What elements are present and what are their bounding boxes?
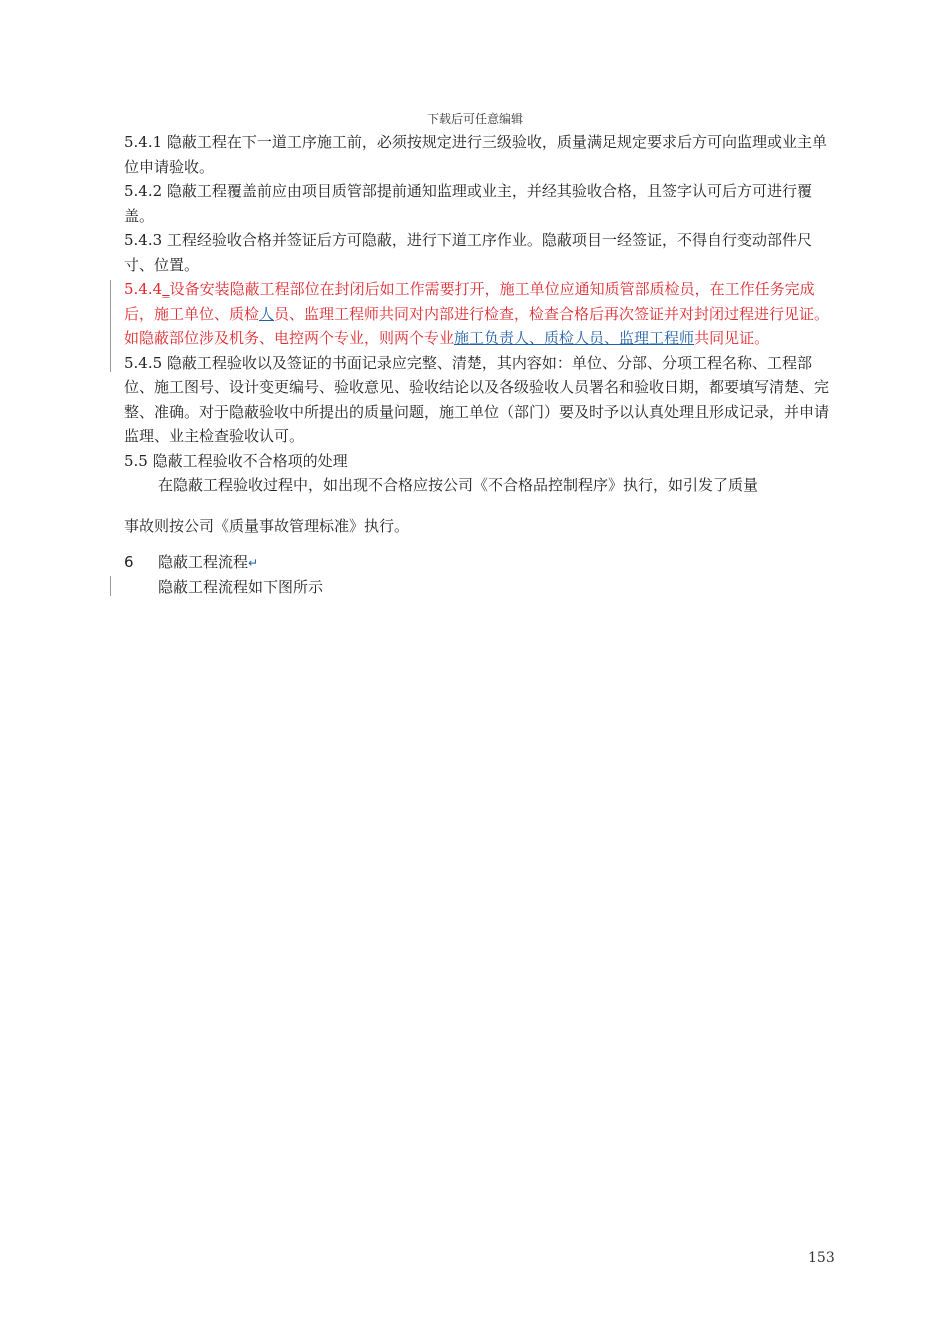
document-body [124,130,834,600]
clause-5-4-5: 5.4.5 隐蔽工程验收以及签证的书面记录应完整、清楚，其内容如：单位、分部、分项工程名称、工程部位、施工图号、设计变更编号、验收意见、验收结论以及各级验收人员署名和验收日期，都要填写清楚、完整、准确。对于隐蔽验收中所提出的质量问题，施工单位（部门）要及时予以认真处理且形成记录，并申请监理、业主检查验收认可。 [124,353,830,445]
revision-change-bar-2 [110,576,111,596]
clause-5-4-3: 5.4.3 工程经验收合格并签证后方可隐蔽，进行下道工序作业。隐蔽项目一经签证，不得自行变动部件尺寸、位置。 [124,231,812,274]
page-header: 下载后可任意编辑 [426,112,523,126]
section-title: 隐蔽工程流程 [158,552,249,571]
clause-text-2: 员、监理工程师共同对内部进行检查，检查合格后再次签证并对封闭过程进行见证。如隐蔽部位涉及机务、电控两个专业，则两个专业 [124,304,830,347]
clause-5-4-1: 5.4.1 隐蔽工程在下一道工序施工前，必须按规定进行三级验收，质量满足规定要求后方可向监理或业主单位申请验收。 [124,133,827,176]
section-number: 6 [124,552,134,571]
revision-insert-1[interactable]: 人 [259,304,275,323]
section-6-body: 隐蔽工程流程如下图所示 [158,578,324,596]
revision-change-bar [110,280,111,372]
section-6-heading [124,550,834,576]
page-number: 153 [808,1250,835,1266]
clause-text-1: 设备安装隐蔽工程部位在封闭后如工作需要打开，施工单位应通知质管部质检员，在工作任务完成后，施工单位、质检 [124,280,815,323]
paragraph-mark-icon: ↵ [248,555,259,570]
section-5-5-title: 5.5 隐蔽工程验收不合格项的处理 [124,451,348,470]
clause-text-3: 共同见证。 [694,329,770,347]
clause-5-4-2: 5.4.2 隐蔽工程覆盖前应由项目质管部提前通知监理或业主，并经其验收合格，且签字认可后方可进行覆盖。 [124,182,812,225]
inserted-separator: _ [162,280,170,298]
clause-number: 5.4.4 [124,280,163,298]
section-5-5-body-cont: 事故则按公司《质量事故管理标准》执行。 [124,516,410,535]
section-5-5-body: 在隐蔽工程验收过程中，如出现不合格应按公司《不合格品控制程序》执行，如引发了质量 [158,476,759,494]
clause-5-4-4 [124,277,834,351]
revision-insert-3[interactable]: 人 [574,329,590,347]
revision-insert-4[interactable]: 员、监理工程师 [589,329,695,347]
revision-insert-2[interactable]: 施工负责人、质检 [454,329,575,347]
